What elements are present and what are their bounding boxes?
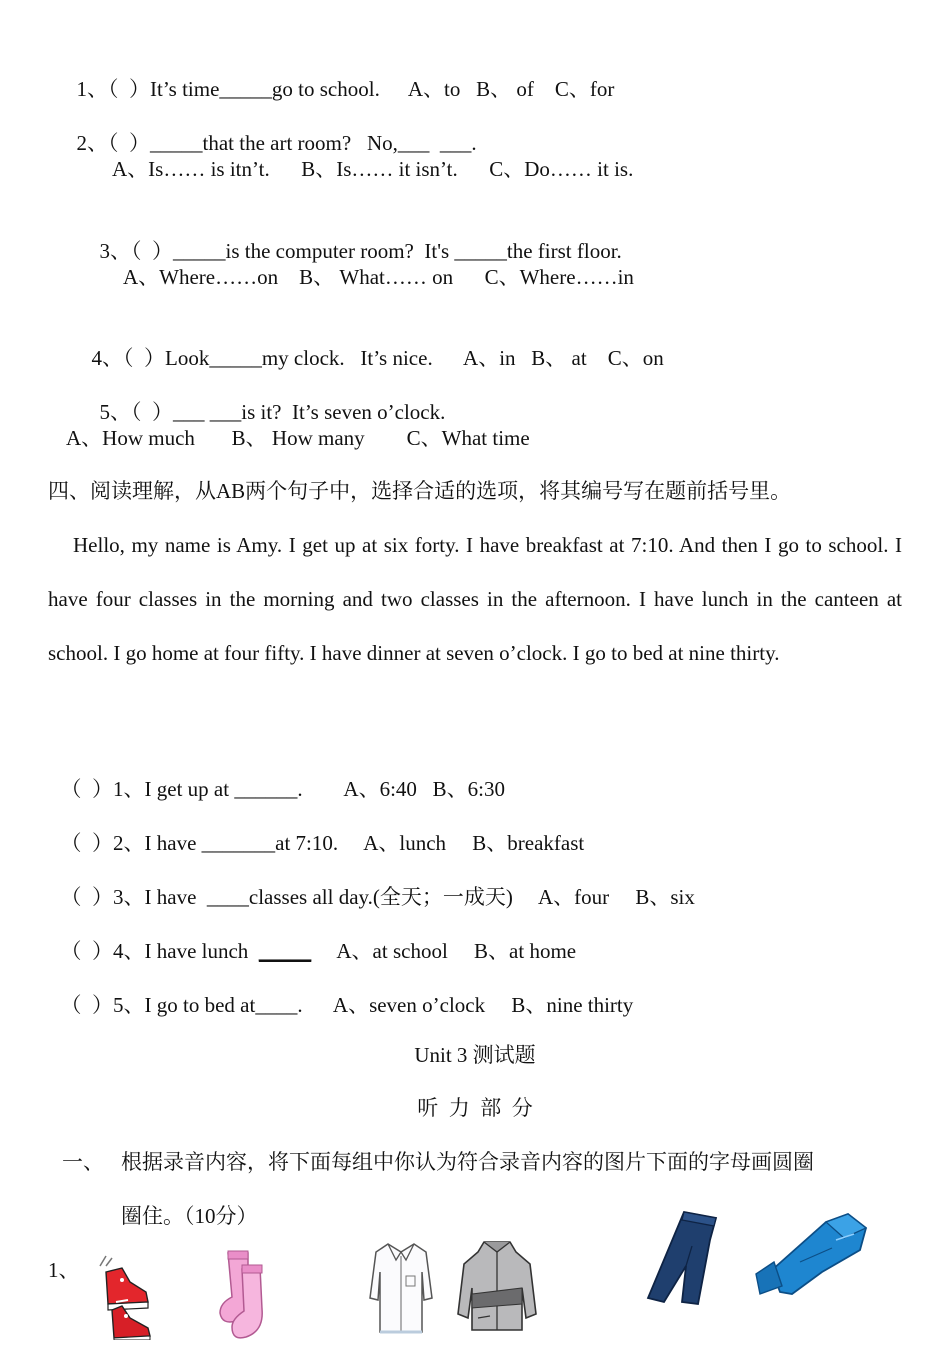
s4-q5 — [50, 963, 633, 1019]
q3-text: is the computer room? It's — [225, 239, 455, 263]
sneakers-icon — [86, 1252, 156, 1340]
s4-q1 — [50, 747, 505, 803]
q4-line — [81, 316, 664, 372]
q5-line — [89, 370, 445, 426]
q2-blank3: ___ — [439, 131, 472, 155]
unit-title: Unit 3 测试题 — [414, 1043, 536, 1067]
s4-q2-text: （ ）2、I have — [60, 831, 202, 855]
q2-line — [66, 101, 477, 157]
q1-line — [66, 47, 614, 103]
s4-q3-text: （ ）3、I have — [60, 885, 207, 909]
q1-options: A、to B、 of C、for — [407, 77, 615, 101]
jacket-icon — [456, 1238, 538, 1334]
q2-number: 2、（ ） — [76, 131, 150, 155]
q3-blank: _____ — [173, 239, 226, 263]
section4-heading: 四、阅读理解，从AB两个句子中，选择合适的选项，将其编号写在题前括号里。 — [48, 479, 792, 503]
s4-q1-blank: ______ — [234, 777, 298, 801]
q1-text-end: go to school. — [271, 77, 380, 101]
s4-q1-options: . A、6:40 B、6:30 — [297, 777, 505, 801]
q1-text: It’s time — [150, 77, 220, 101]
q2-blank: _____ — [150, 131, 203, 155]
q5-options: A、How much B、 How many C、What time — [66, 426, 530, 450]
q3-blank2: _____ — [454, 239, 507, 263]
s4-q4-text: （ ）4、I have lunch — [60, 939, 259, 963]
q1-blank: _____ — [219, 77, 272, 101]
s4-q2-options: at 7:10. A、lunch B、breakfast — [275, 831, 585, 855]
listening-q1-text: 根据录音内容，将下面每组中你认为符合录音内容的图片下面的字母画圆圈 — [121, 1150, 814, 1174]
q5-blank2: ___ — [209, 400, 242, 424]
q3-options: A、Where……on B、 What…… on C、Where……in — [123, 265, 634, 289]
q4-number: 4、（ ） — [91, 346, 165, 370]
q3-number: 3、（ ） — [99, 239, 173, 263]
s4-q4 — [50, 909, 576, 965]
blue-jeans-icon — [752, 1210, 870, 1300]
listening-q1-number: 一、 — [62, 1150, 104, 1174]
s4-q4-options: A、at school B、at home — [311, 939, 577, 963]
q4-text: Look — [165, 346, 210, 370]
listening-q1-text2: 圈住。（10分） — [121, 1204, 258, 1228]
q1-number: 1、（ ） — [76, 77, 150, 101]
q2-options: A、Is…… is itn’t. B、Is…… it isn’t. C、Do…… it is. — [112, 157, 634, 181]
q3-text-end: the first floor. — [506, 239, 622, 263]
q5-blank1: ___ — [173, 400, 205, 424]
s4-q2 — [50, 801, 584, 857]
q2-blank2: ___ — [397, 131, 430, 155]
q5-number: 5、（ ） — [99, 400, 173, 424]
s4-q5-text: （ ）5、I go to bed at — [60, 993, 256, 1017]
q3-line — [89, 209, 622, 265]
q5-text: is it? It’s seven o’clock. — [241, 400, 446, 424]
s4-q3 — [50, 855, 695, 911]
s4-q3-options: classes all day.(全天；一成天) A、four B、six — [248, 885, 695, 909]
shirt-icon — [366, 1238, 436, 1336]
q4-blank: _____ — [209, 346, 262, 370]
row1-number: 1、 — [48, 1258, 80, 1282]
s4-q1-text: （ ）1、I get up at — [60, 777, 235, 801]
dark-pants-icon — [634, 1208, 720, 1310]
socks-icon — [198, 1245, 274, 1343]
s4-q4-blank: _____ — [258, 939, 312, 963]
q2-end: . — [471, 131, 477, 155]
s4-q3-blank: ____ — [206, 885, 249, 909]
unit-subtitle: 听 力 部 分 — [417, 1096, 533, 1120]
q2-text: that the art room? No, — [202, 131, 398, 155]
q4-text-end: my clock. It’s nice. A、in B、 at C、on — [261, 346, 664, 370]
reading-passage: Hello, my name is Amy. I get up at six forty. I have breakfast at 7:10. And then I go to school. I have four classes in the morning and two classes in the afternoon. I have lunch in the canteen at school. I go home at four fifty. I have dinner at seven o’clock. I go to bed at nine thirty. — [48, 533, 902, 665]
s4-q5-options: . A、seven o’clock B、nine thirty — [297, 993, 634, 1017]
s4-q5-blank: ____ — [255, 993, 298, 1017]
s4-q2-blank: _______ — [201, 831, 276, 855]
